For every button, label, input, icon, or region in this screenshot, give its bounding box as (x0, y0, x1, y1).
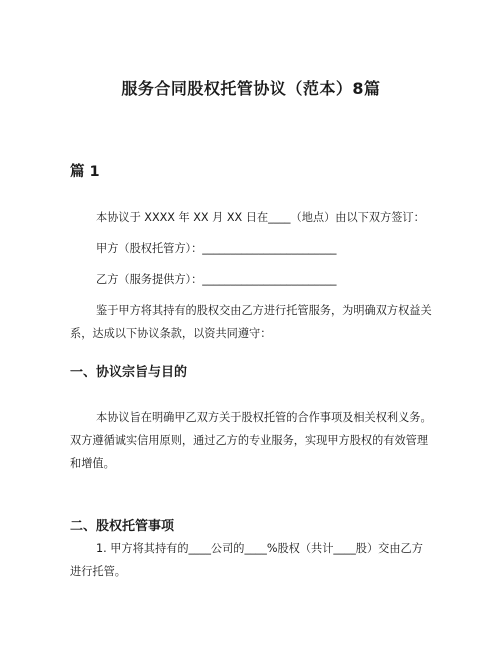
section-body-custody: 1. 甲方将其持有的____公司的____%股权（共计____股）交由乙方进行托管。 (70, 542, 423, 578)
section-heading-custody: 二、股权托管事项 (70, 519, 175, 534)
section-heading-purpose: 一、协议宗旨与目的 (70, 365, 188, 380)
chapter-heading: 篇 1 (70, 164, 100, 180)
whereas-paragraph: 鉴于甲方将其持有的股权交由乙方进行托管服务，为明确双方权益关系，达成以下协议条款，以资共同遵守： (70, 304, 432, 340)
section-body-purpose: 本协议旨在明确甲乙双方关于股权托管的合作事项及相关权利义务。双方遵循诚实信用原则，通过乙方的专业服务，实现甲方股权的有效管理和增值。 (70, 411, 432, 470)
party-b-line: 乙方（服务提供方）：________________________ (96, 273, 337, 286)
party-a-line: 甲方（股权托管方）：________________________ (96, 242, 337, 255)
document-title: 服务合同股权托管协议（范本）8篇 (121, 79, 381, 98)
intro-paragraph: 本协议于 XXXX 年 XX 月 XX 日在____（地点）由以下双方签订： (96, 211, 425, 224)
